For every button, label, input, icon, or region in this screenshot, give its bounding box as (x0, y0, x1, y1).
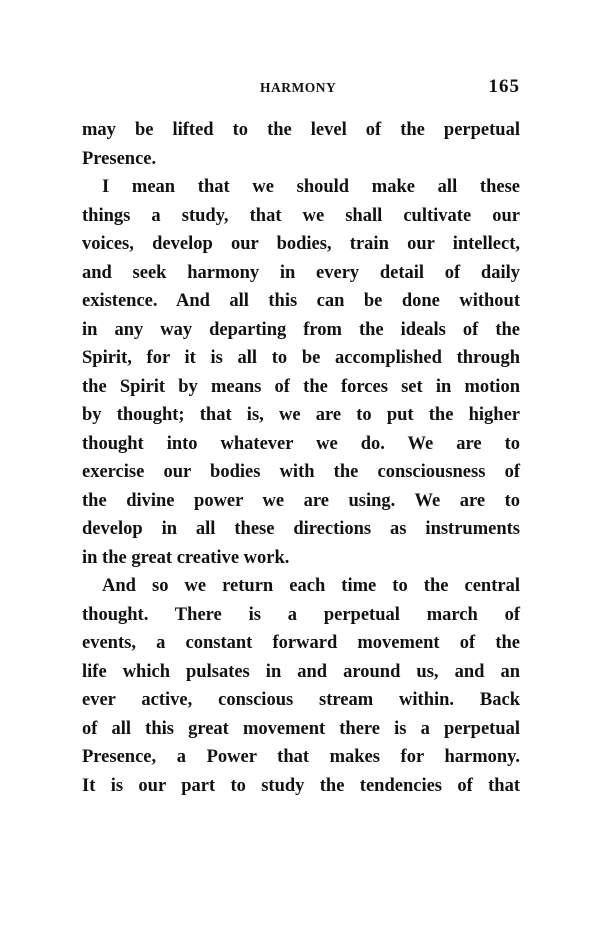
text-line: ever active, conscious stream within. Back (82, 690, 520, 710)
text-line: I mean that we should make all these (102, 177, 520, 197)
text-line: develop in all these directions as instruments (82, 519, 520, 539)
paragraph (82, 116, 520, 173)
text-line: events, a constant forward movement of the (82, 633, 520, 653)
text-line: the divine power we are using. We are to (82, 490, 520, 511)
paragraph (82, 173, 520, 572)
text-line: thought. There is a perpetual march of (82, 604, 520, 625)
text-line: and seek harmony in every detail of daily (82, 262, 520, 283)
text-line: existence. And all this can be done without (82, 291, 520, 311)
text-line: the Spirit by means of the forces set in motion (82, 376, 520, 397)
text-line: Spirit, for it is all to be accomplished through (82, 348, 520, 368)
text-line: voices, develop our bodies, train our intellect, (82, 234, 520, 254)
text-line: thought into whatever we do. We are to (82, 433, 520, 454)
text-line: Presence, a Power that makes for harmony. (82, 747, 520, 767)
text-line: And so we return each time to the central (102, 576, 520, 596)
text-line: exercise our bodies with the consciousness of (82, 462, 520, 482)
text-line: Presence. (82, 148, 157, 169)
text-line: in any way departing from the ideals of the (82, 319, 520, 340)
text-line: things a study, that we shall cultivate our (82, 205, 520, 226)
running-title: HARMONY (260, 80, 337, 95)
text-line: of all this great movement there is a perpetual (82, 718, 520, 739)
body-text (82, 116, 520, 800)
text-line: in the great creative work. (82, 547, 290, 568)
paragraph (82, 572, 520, 800)
text-line: It is our part to study the tendencies of that (82, 775, 520, 796)
page-number: 165 (488, 76, 520, 97)
text-line: by thought; that is, we are to put the higher (82, 405, 520, 425)
text-line: may be lifted to the level of the perpetual (82, 120, 520, 140)
running-header (82, 78, 520, 100)
text-line: life which pulsates in and around us, and an (82, 661, 520, 682)
